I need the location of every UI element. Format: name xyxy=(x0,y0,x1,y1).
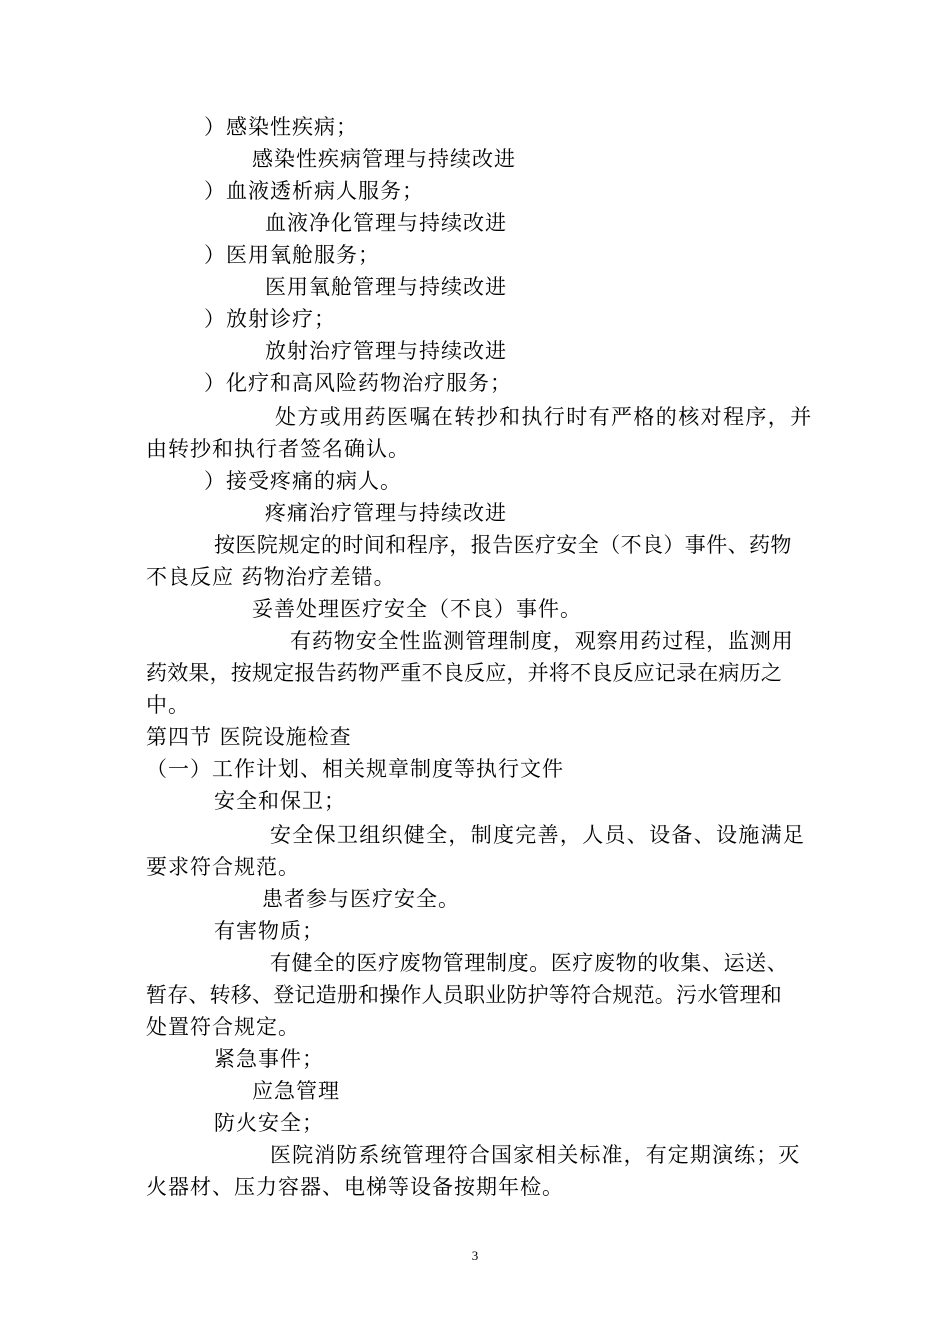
list-item: ）血液透析病人服务； xyxy=(204,179,424,203)
paragraph-line: 医院消防系统管理符合国家相关标准，有定期演练；灭 xyxy=(270,1143,801,1167)
paragraph-line: 有健全的医疗废物管理制度。医疗废物的收集、运送、 xyxy=(270,951,789,975)
list-item: ）感染性疾病； xyxy=(204,115,358,139)
sub-item: 应急管理 xyxy=(252,1079,340,1103)
paragraph-line: 药效果，按规定报告药物严重不良反应，并将不良反应记录在病历之 xyxy=(146,661,782,685)
list-item: 安全和保卫； xyxy=(214,789,346,813)
subsection-heading: （一）工作计划、相关规章制度等执行文件 xyxy=(146,757,564,781)
list-item: ）化疗和高风险药物治疗服务； xyxy=(204,371,512,395)
sub-item: 放射治疗管理与持续改进 xyxy=(265,339,507,363)
list-item: 防火安全； xyxy=(214,1111,324,1135)
list-item: 有害物质； xyxy=(214,919,324,943)
sub-item: 血液净化管理与持续改进 xyxy=(265,211,507,235)
paragraph-line: 暂存、转移、登记造册和操作人员职业防护等符合规范。污水管理和 xyxy=(146,983,782,1007)
paragraph-line: 处置符合规定。 xyxy=(146,1015,300,1039)
paragraph-line: 由转抄和执行者签名确认。 xyxy=(146,437,410,461)
sub-item: 医用氧舱管理与持续改进 xyxy=(265,275,507,299)
list-item: 紧急事件； xyxy=(214,1047,324,1071)
paragraph-line: 有药物安全性监测管理制度，观察用药过程，监测用 xyxy=(290,629,794,653)
paragraph-line: 不良反应 药物治疗差错。 xyxy=(146,565,396,589)
paragraph-line: 处方或用药医嘱在转抄和执行时有严格的核对程序，并 xyxy=(275,405,813,429)
sub-item: 患者参与医疗安全。 xyxy=(262,887,460,911)
page-number: 3 xyxy=(471,1248,479,1263)
paragraph-line: 妥善处理医疗安全（不良）事件。 xyxy=(252,597,582,621)
paragraph-line: 按医院规定的时间和程序，报告医疗安全（不良）事件、药物 xyxy=(214,533,792,557)
list-item: ）放射诊疗； xyxy=(204,307,336,331)
section-heading: 第四节 医院设施检查 xyxy=(146,725,352,749)
paragraph-line: 火器材、压力容器、电梯等设备按期年检。 xyxy=(146,1175,564,1199)
list-item: ）接受疼痛的病人。 xyxy=(204,469,402,493)
paragraph-line: 安全保卫组织健全，制度完善，人员、设备、设施满足 xyxy=(270,823,806,847)
sub-item: 感染性疾病管理与持续改进 xyxy=(252,147,516,171)
list-item: ）医用氧舱服务； xyxy=(204,243,380,267)
paragraph-line: 中。 xyxy=(146,693,190,717)
paragraph-line: 要求符合规范。 xyxy=(146,855,300,879)
sub-item: 疼痛治疗管理与持续改进 xyxy=(265,501,507,525)
